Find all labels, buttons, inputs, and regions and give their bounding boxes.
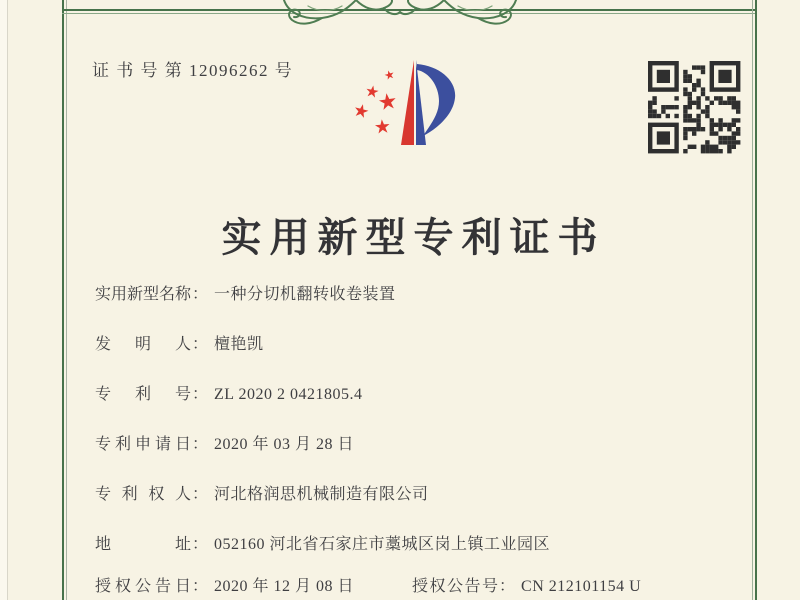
field-label: 专利号 xyxy=(95,386,191,403)
cnipa-logo-icon xyxy=(395,56,465,151)
field-colon: ： xyxy=(192,436,209,453)
frame-border-left xyxy=(62,0,64,600)
field-label: 授权公告日 xyxy=(95,578,191,595)
field-label: 专利权人 xyxy=(95,486,191,503)
scan-edge xyxy=(0,0,8,600)
field-value: ZL 2020 2 0421805.4 xyxy=(214,386,363,403)
field-value: 052160 河北省石家庄市藁城区岗上镇工业园区 xyxy=(214,536,551,553)
field-value: CN 212101154 U xyxy=(521,578,642,595)
field-value: 檀艳凯 xyxy=(214,336,264,353)
field-value: 2020 年 12 月 08 日 xyxy=(214,578,355,595)
star-icon: ★ xyxy=(373,115,392,139)
certificate-number: 证 书 号 第 12096262 号 xyxy=(92,61,294,80)
field-colon: ： xyxy=(192,386,209,403)
field-row-inventor xyxy=(95,331,264,354)
certificate-title: 实用新型专利证书 xyxy=(221,214,606,260)
qr-code xyxy=(648,61,741,154)
frame-border-right xyxy=(755,0,757,600)
field-row-address xyxy=(95,531,550,554)
field-colon: ： xyxy=(192,336,209,353)
field-row-grant-number xyxy=(412,573,641,596)
field-label: 授权公告号 xyxy=(412,578,498,595)
field-row-patentee xyxy=(95,481,429,504)
star-icon: ★ xyxy=(376,88,400,117)
field-row-grant-date xyxy=(95,573,354,596)
field-colon: ： xyxy=(192,536,209,553)
frame-border-right-inner xyxy=(752,0,753,600)
star-icon: ★ xyxy=(363,80,381,103)
field-row-name xyxy=(95,281,396,304)
field-row-application-date xyxy=(95,431,354,454)
flourish-ornament-icon xyxy=(278,0,522,28)
star-icon: ★ xyxy=(350,99,372,124)
field-colon: ： xyxy=(192,578,209,595)
frame-border-left-inner xyxy=(66,0,67,600)
field-label: 专利申请日 xyxy=(95,436,191,453)
field-value: 河北格润思机械制造有限公司 xyxy=(214,486,429,503)
star-icon: ★ xyxy=(382,66,397,84)
field-row-patent-number xyxy=(95,381,362,404)
field-label: 发明人 xyxy=(95,336,191,353)
field-colon: ： xyxy=(192,486,209,503)
field-label: 实用新型名称 xyxy=(95,286,192,303)
field-label: 地址 xyxy=(95,536,191,553)
field-value: 2020 年 03 月 28 日 xyxy=(214,436,355,453)
field-colon: ： xyxy=(499,578,516,595)
field-colon: ： xyxy=(192,286,209,303)
field-value: 一种分切机翻转收卷装置 xyxy=(214,286,396,303)
